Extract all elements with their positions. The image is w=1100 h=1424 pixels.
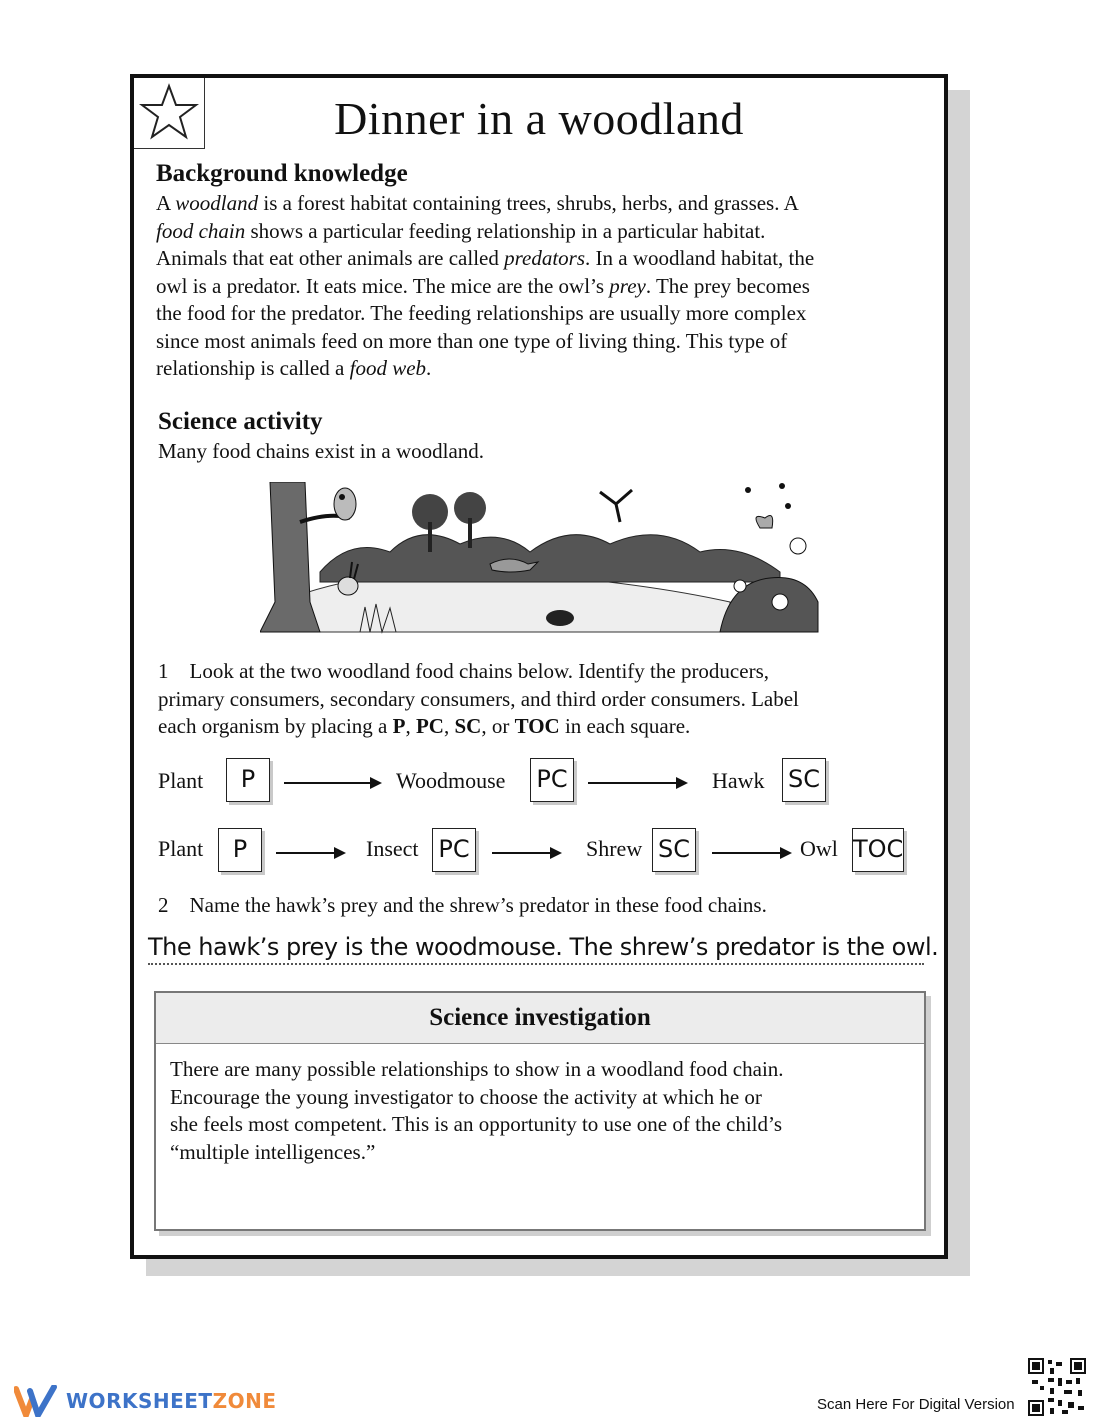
woodland-illustration (260, 482, 820, 638)
chain2-answer-owl[interactable]: TOC (852, 828, 904, 872)
scan-caption: Scan Here For Digital Version (817, 1396, 1015, 1413)
question-1: 1 Look at the two woodland food chains below. Identify the producers, primary consumers, secondary consumers, and third order consumers. Label each organism by placing a P, PC, SC, or TOC in each square. (158, 659, 799, 738)
chain1-label-hawk: Hawk (712, 768, 765, 793)
chain2-arrow-3 (712, 852, 790, 854)
qr-code-icon[interactable] (1028, 1358, 1086, 1416)
science-investigation-box (154, 991, 926, 1231)
page-title: Dinner in a woodland (334, 93, 744, 144)
chain1-answer-hawk[interactable]: SC (782, 758, 826, 802)
activity-intro: Many food chains exist in a woodland. (158, 439, 485, 463)
worksheet (130, 74, 948, 1259)
chain2-label-owl: Owl (800, 836, 838, 861)
w-logo-icon (14, 1385, 58, 1417)
activity-heading: Science activity (158, 408, 323, 435)
background-heading: Background knowledge (156, 160, 408, 187)
chain1-label-woodmouse: Woodmouse (396, 768, 506, 793)
chain2-answer-shrew[interactable]: SC (652, 828, 696, 872)
chain1-answer-woodmouse[interactable]: PC (530, 758, 574, 802)
chain2-arrow-1 (276, 852, 344, 854)
brand-text: WORKSHEETZONE (66, 1389, 277, 1413)
worksheetzone-logo[interactable] (14, 1384, 276, 1418)
investigation-text: There are many possible relationships to show in a woodland food chain. Encourage the young investigator to choose the activity at which he or she feels most competent. This is an opportunity to use one of the child’s “multiple intelligences.” (170, 1057, 784, 1164)
chain1-arrow-1 (284, 782, 380, 784)
chain2-label-insect: Insect (366, 836, 419, 861)
chain2-label-shrew: Shrew (586, 836, 643, 861)
chain1-answer-plant[interactable]: P (226, 758, 270, 802)
chain1-arrow-2 (588, 782, 686, 784)
chain2-answer-plant[interactable]: P (218, 828, 262, 872)
chain2-label-plant: Plant (158, 836, 204, 861)
background-text: A woodland is a forest habitat containing trees, shrubs, herbs, and grasses. A food chain shows a particular feeding relationship in a particular habitat. Animals that eat other animals are called predators. In a woodland habitat, the owl is a predator. It eats mice. The mice are the owl’s prey. The prey becomes the food for the predator. The feeding relationships are usually more complex since most animals feed on more than one type of living thing. This type of relationship is called a food web. (156, 191, 815, 380)
chain2-answer-insect[interactable]: PC (432, 828, 476, 872)
chain1-label-plant: Plant (158, 768, 204, 793)
investigation-heading: Science investigation (156, 993, 924, 1044)
chain2-arrow-2 (492, 852, 560, 854)
question-2: 2 Name the hawk’s prey and the shrew’s predator in these food chains. (158, 893, 767, 917)
question-2-answer[interactable]: The hawk’s prey is the woodmouse. The shrew’s predator is the owl. (148, 933, 924, 965)
